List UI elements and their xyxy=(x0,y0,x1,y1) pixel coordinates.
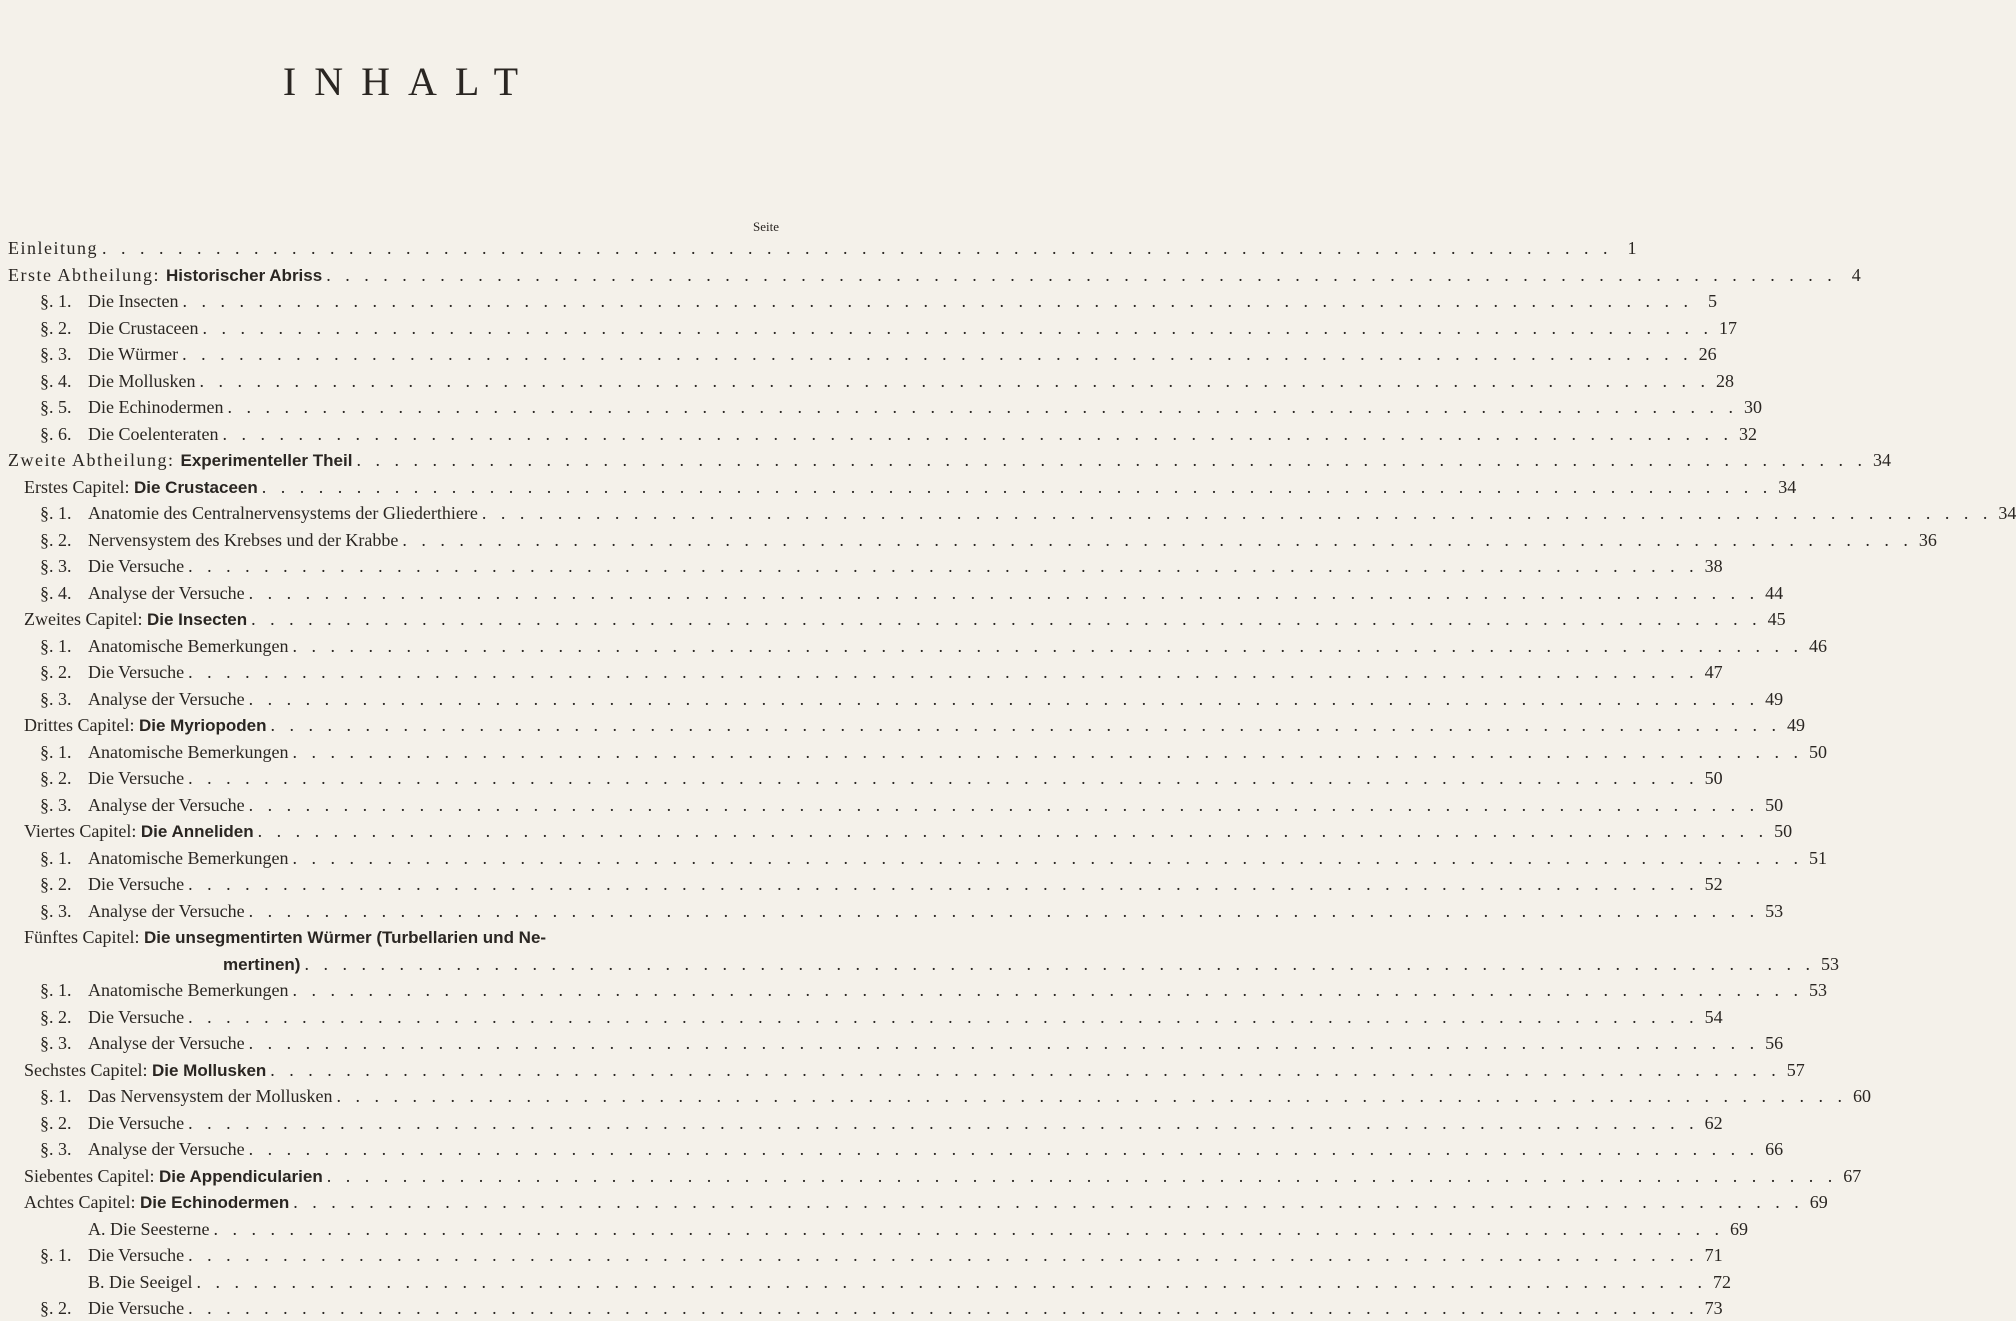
page-number: 51 xyxy=(1808,847,1827,868)
section-number: §. 2. xyxy=(40,529,72,550)
toc-entry-label xyxy=(40,898,245,924)
entry-text: Nervensystem des Krebses und der Krabbe xyxy=(88,529,399,550)
section-number: §. 2. xyxy=(40,1006,72,1027)
toc-entry xyxy=(0,765,1723,791)
toc-entry-label xyxy=(24,474,258,501)
entry-text: Siebentes Capitel: xyxy=(24,1165,159,1186)
toc-entry xyxy=(0,606,1786,632)
entry-bold-title: Die Myriopoden xyxy=(138,716,267,735)
toc-entry-label xyxy=(40,1083,332,1109)
leader-dots: . . . . . . . . . . . . . . . . . . . . . . . . . . . . . . . . . . . . . . . . . . . . . . . . . . . . . . . . . . . . . . . . . . . . . . . . . . . . . . . . xyxy=(196,1271,1707,1292)
section-number: §. 3. xyxy=(40,900,72,921)
section-number: §. 2. xyxy=(40,317,72,338)
leader-dots: . . . . . . . . . . . . . . . . . . . . . . . . . . . . . . . . . . . . . . . . . . . . . . . . . . . . . . . . . . . . . . . . . . . . . . . . . . . . . . . . xyxy=(188,1245,1699,1265)
entry-text: Analyse der Versuche xyxy=(88,1033,245,1053)
section-number: §. 3. xyxy=(40,556,72,576)
toc-entry xyxy=(0,394,1762,420)
entry-text: Einleitung xyxy=(8,238,98,258)
toc-entry-label xyxy=(24,606,247,633)
entry-bold-title: Die Insecten xyxy=(146,610,248,629)
leader-dots: . . . . . . . . . . . . . . . . . . . . . . . . . . . . . . . . . . . . . . . . . . . . . . . . . . . . . . . . . . . . . . . . . . . . . . . . . . . . . . . . xyxy=(248,794,1760,815)
entry-text: Achtes Capitel: xyxy=(24,1192,140,1212)
page-number: 50 xyxy=(1774,821,1793,841)
seite-column-label: Seite xyxy=(753,219,779,234)
section-number: §. 2. xyxy=(40,768,72,788)
page-number: 50 xyxy=(1704,768,1723,788)
page-number: 1 xyxy=(1627,238,1637,258)
page-number: 36 xyxy=(1918,529,1937,550)
leader-dots: . . . . . . . . . . . . . . . . . . . . . . . . . . . . . . . . . . . . . . . . . . . . . . . . . . . . . . . . . . . . . . . . . . . . . . . . . . . . . . . . xyxy=(257,821,1769,841)
toc-entry-label xyxy=(40,977,288,1003)
page-number: 71 xyxy=(1704,1245,1723,1265)
leader-dots: . . . . . . . . . . . . . . . . . . . . . . . . . . . . . . . . . . . . . . . . . . . . . . . . . . . . . . . . . . . . . . . . . . . . . . . . . . . . . . . . xyxy=(188,1112,1699,1133)
page-number: 66 xyxy=(1765,1139,1784,1159)
page-number: 26 xyxy=(1698,344,1717,364)
toc-entry-label xyxy=(88,1216,209,1242)
toc-entry xyxy=(0,1163,1862,1189)
toc-entry xyxy=(0,712,1805,738)
toc-entry-label xyxy=(40,659,184,685)
entry-text: Analyse der Versuche xyxy=(88,1139,245,1159)
toc-entry xyxy=(0,739,1827,765)
entry-text: Viertes Capitel: xyxy=(24,821,141,841)
leader-dots: . . . . . . . . . . . . . . . . . . . . . . . . . . . . . . . . . . . . . . . . . . . . . . . . . . . . . . . . . . . . . . . . . . . . . . . . . . . . . . . . xyxy=(248,582,1760,603)
toc-entry xyxy=(0,553,1723,579)
section-number: §. 2. xyxy=(40,1112,72,1133)
section-number: §. 1. xyxy=(40,1086,72,1106)
toc-entry-label xyxy=(40,1242,184,1268)
entry-text: Die Echinodermen xyxy=(88,397,224,417)
page-number: 60 xyxy=(1852,1086,1871,1106)
page-number: 53 xyxy=(1765,900,1784,921)
leader-dots: . . . . . . . . . . . . . . . . . . . . . . . . . . . . . . . . . . . . . . . . . . . . . . . . . . . . . . . . . . . . . . . . . . . . . . . . . . . . . . . . xyxy=(182,344,1693,364)
entry-bold-title: Die Crustaceen xyxy=(133,477,258,497)
entry-bold-title: Experimenteller Theil xyxy=(180,451,353,470)
page-number: 69 xyxy=(1729,1218,1748,1239)
section-number: §. 3. xyxy=(40,344,72,364)
page-number: 53 xyxy=(1808,980,1827,1000)
page-number: 67 xyxy=(1843,1165,1862,1186)
entry-text: Anatomie des Centralnervensystems der Gliederthiere xyxy=(88,503,478,523)
page-number: 56 xyxy=(1765,1033,1784,1053)
toc-entry xyxy=(0,871,1723,897)
section-number: §. 1. xyxy=(40,635,72,656)
toc-entry-label xyxy=(40,527,398,553)
toc-entry-label xyxy=(40,686,245,712)
entry-text: Analyse der Versuche xyxy=(88,794,245,815)
toc-entry-label xyxy=(24,1163,323,1190)
toc-entry xyxy=(0,686,1784,712)
toc-entry-label xyxy=(40,765,184,791)
entry-text: A. Die Seesterne xyxy=(88,1218,210,1239)
leader-dots: . . . . . . . . . . . . . . . . . . . . . . . . . . . . . . . . . . . . . . . . . . . . . . . . . . . . . . . . . . . . . . . . . . . . . . . . . . . . . . . . xyxy=(292,847,1803,868)
entry-text: Die Coelenteraten xyxy=(88,423,219,444)
toc-entry xyxy=(0,315,1737,341)
entry-bold-title: Die unsegmentirten Würmer (Turbellarien und Ne- xyxy=(144,928,547,947)
leader-dots: . . . . . . . . . . . . . . . . . . . . . . . . . . . . . . . . . . . . . . . . . . . . . . . . . . . . . . . . . . . . . . . . . . . . . . . . . . . . . . . . xyxy=(227,397,1738,417)
toc-entry xyxy=(0,792,1784,818)
toc-entry xyxy=(0,500,2016,526)
toc-entry-label xyxy=(40,633,288,659)
toc-entry xyxy=(0,1295,1723,1321)
section-number: §. 5. xyxy=(40,397,72,417)
leader-dots: . . . . . . . . . . . . . . . . . . . . . . . . . . . . . . . . . . . . . . . . . . . . . . . . . . . . . . . . . . . . . . . . . . . . . . . . . . . . . . . . xyxy=(248,900,1760,921)
entry-bold-title: Historischer Abriss xyxy=(165,265,323,285)
toc-entry xyxy=(0,1110,1723,1136)
toc-entry xyxy=(0,1269,1731,1295)
toc-entry xyxy=(0,951,1839,977)
leader-dots: . . . . . . . . . . . . . . . . . . . . . . . . . . . . . . . . . . . . . . . . . . . . . . . . . . . . . . . . . . . . . . . . . . . . . . . . . . . . . . . . xyxy=(199,370,1710,391)
leader-dots: . . . . . . . . . . . . . . . . . . . . . . . . . . . . . . . . . . . . . . . . . . . . . . . . . . . . . . . . . . . . . . . . . . . . . . . . . . . . . . . . xyxy=(248,688,1760,709)
entry-text: Anatomische Bemerkungen xyxy=(88,741,289,762)
toc-entry-label xyxy=(40,871,184,897)
toc-entry xyxy=(0,235,1637,261)
entry-text: Fünftes Capitel: xyxy=(24,927,144,947)
page-number: 5 xyxy=(1707,291,1717,311)
page-number: 49 xyxy=(1765,688,1784,709)
toc-entry xyxy=(0,977,1827,1003)
page-number: 30 xyxy=(1743,397,1762,417)
section-number: §. 6. xyxy=(40,423,72,444)
entry-text: Analyse der Versuche xyxy=(88,688,245,709)
entry-bold-title: Die Echinodermen xyxy=(139,1193,290,1212)
page-number: 32 xyxy=(1738,423,1757,444)
entry-text: Die Versuche xyxy=(88,874,185,894)
toc-entry-label xyxy=(40,580,245,606)
entry-bold-title: Die Mollusken xyxy=(151,1060,267,1080)
leader-dots: . . . . . . . . . . . . . . . . . . . . . . . . . . . . . . . . . . . . . . . . . . . . . . . . . . . . . . . . . . . . . . . . . . . . . . . . . . . . . . . . xyxy=(304,953,1815,974)
toc-entry xyxy=(0,288,1717,314)
page-number: 34 xyxy=(1998,503,2016,523)
entry-text: Analyse der Versuche xyxy=(88,582,245,603)
section-number: §. 1. xyxy=(40,291,72,311)
entry-text: Erstes Capitel: xyxy=(24,476,134,497)
page-number: 49 xyxy=(1787,715,1805,735)
entry-text: Die Versuche xyxy=(88,1298,185,1318)
entry-bold-title: Die Anneliden xyxy=(140,822,254,841)
leader-dots: . . . . . . . . . . . . . . . . . . . . . . . . . . . . . . . . . . . . . . . . . . . . . . . . . . . . . . . . . . . . . . . . . . . . . . . . . . . . . . . . xyxy=(261,476,1773,497)
toc-entry-label xyxy=(40,315,198,341)
entry-text: Zweites Capitel: xyxy=(24,609,147,629)
toc-entry xyxy=(0,421,1757,447)
leader-dots: . . . . . . . . . . . . . . . . . . . . . . . . . . . . . . . . . . . . . . . . . . . . . . . . . . . . . . . . . . . . . . . . . . . . . . . . . . . . . . . . xyxy=(292,741,1803,762)
entry-text: Anatomische Bemerkungen xyxy=(88,847,289,868)
leader-dots: . . . . . . . . . . . . . . . . . . . . . . . . . . . . . . . . . . . . . . . . . . . . . . . . . . . . . . . . . . . . . . . . . . . . . . . . . . . . . . . . xyxy=(402,529,1913,550)
leader-dots: . . . . . . . . . . . . . . . . . . . . . . . . . . . . . . . . . . . . . . . . . . . . . . . . . . . . . . . . . . . . . . . . . . . . . . . . . . . . . . . . xyxy=(188,1298,1699,1318)
entry-bold-title: Die Appendicularien xyxy=(158,1166,323,1186)
toc-entry xyxy=(0,1057,1805,1083)
leader-dots: . . . . . . . . . . . . . . . . . . . . . . . . . . . . . . . . . . . . . . . . . . . . . . . . . . . . . . . . . . . . . . . . . . . . . . . . . . . . . . . . xyxy=(202,317,1713,338)
toc-entry xyxy=(0,818,1793,844)
toc-entry xyxy=(0,1083,1871,1109)
toc-entry-label xyxy=(88,1269,192,1295)
page-number: 45 xyxy=(1767,609,1786,629)
toc-entry-label xyxy=(24,924,546,951)
leader-dots: . . . . . . . . . . . . . . . . . . . . . . . . . . . . . . . . . . . . . . . . . . . . . . . . . . . . . . . . . . . . . . . . . . . . . . . . . . . . . . . . xyxy=(102,238,1613,258)
entry-text: Die Versuche xyxy=(88,662,185,682)
leader-dots: . . . . . . . . . . . . . . . . . . . . . . . . . . . . . . . . . . . . . . . . . . . . . . . . . . . . . . . . . . . . . . . . . . . . . . . . . . . . . . . . xyxy=(326,1165,1838,1186)
toc-entry-label xyxy=(40,1295,184,1321)
leader-dots: . . . . . . . . . . . . . . . . . . . . . . . . . . . . . . . . . . . . . . . . . . . . . . . . . . . . . . . . . . . . . . . . . . . . . . . . . . . . . . . . xyxy=(188,874,1699,894)
toc-entry-label xyxy=(8,447,352,474)
leader-dots: . . . . . . . . . . . . . . . . . . . . . . . . . . . . . . . . . . . . . . . . . . . . . . . . . . . . . . . . . . . . . . . . . . . . . . . . . . . . . . . . xyxy=(356,450,1867,470)
page-number: 50 xyxy=(1765,794,1784,815)
leader-dots: . . . . . . . . . . . . . . . . . . . . . . . . . . . . . . . . . . . . . . . . . . . . . . . . . . . . . . . . . . . . . . . . . . . . . . . . . . . . . . . . xyxy=(336,1086,1847,1106)
section-number: §. 3. xyxy=(40,688,72,709)
entry-text: Drittes Capitel: xyxy=(24,715,139,735)
toc-entry xyxy=(0,845,1827,871)
leader-dots: . . . . . . . . . . . . . . . . . . . . . . . . . . . . . . . . . . . . . . . . . . . . . . . . . . . . . . . . . . . . . . . . . . . . . . . . . . . . . . . . xyxy=(293,1192,1804,1212)
page-number: 72 xyxy=(1712,1271,1731,1292)
toc-entry-label xyxy=(8,262,322,289)
toc-entry xyxy=(0,447,1891,473)
toc-entry xyxy=(0,1136,1784,1162)
leader-dots: . . . . . . . . . . . . . . . . . . . . . . . . . . . . . . . . . . . . . . . . . . . . . . . . . . . . . . . . . . . . . . . . . . . . . . . . . . . . . . . . xyxy=(270,1059,1781,1080)
toc-entry-label xyxy=(40,1110,184,1136)
section-number: §. 4. xyxy=(40,370,72,391)
toc-entry xyxy=(0,580,1784,606)
page-number: 34 xyxy=(1778,476,1797,497)
entry-text: Die Versuche xyxy=(88,1245,185,1265)
section-number: §. 2. xyxy=(40,662,72,682)
toc-entry-label xyxy=(8,235,98,261)
toc-entry-label xyxy=(40,1136,245,1162)
entry-bold-title: mertinen) xyxy=(223,954,301,974)
toc-entry xyxy=(0,262,1861,288)
page-number: 47 xyxy=(1704,662,1723,682)
page-number: 4 xyxy=(1851,264,1861,285)
entry-text: Das Nervensystem der Mollusken xyxy=(88,1086,333,1106)
toc-entry xyxy=(0,659,1723,685)
leader-dots: . . . . . . . . . . . . . . . . . . . . . . . . . . . . . . . . . . . . . . . . . . . . . . . . . . . . . . . . . . . . . . . . . . . . . . . . . . . . . . . . xyxy=(188,1006,1699,1027)
section-number: §. 3. xyxy=(40,1139,72,1159)
page-number: 17 xyxy=(1718,317,1737,338)
toc-entry-label xyxy=(40,500,478,526)
page-number: 46 xyxy=(1808,635,1827,656)
section-number: §. 1. xyxy=(40,980,72,1000)
leader-dots: . . . . . . . . . . . . . . . . . . . . . . . . . . . . . . . . . . . . . . . . . . . . . . . . . . . . . . . . . . . . . . . . . . . . . . . . . . . . . . . . xyxy=(182,291,1693,311)
toc-entry xyxy=(0,898,1784,924)
leader-dots: . . . . . . . . . . . . . . . . . . . . . . . . . . . . . . . . . . . . . . . . . . . . . . . . . . . . . . . . . . . . . . . . . . . . . . . . . . . . . . . . xyxy=(188,768,1699,788)
section-number: §. 1. xyxy=(40,503,72,523)
toc-entry xyxy=(0,1189,1828,1215)
page-number: 57 xyxy=(1786,1059,1805,1080)
entry-text: Anatomische Bemerkungen xyxy=(88,980,289,1000)
page-number: 53 xyxy=(1820,953,1839,974)
section-number: §. 3. xyxy=(40,794,72,815)
entry-text: Die Versuche xyxy=(88,1006,185,1027)
leader-dots: . . . . . . . . . . . . . . . . . . . . . . . . . . . . . . . . . . . . . . . . . . . . . . . . . . . . . . . . . . . . . . . . . . . . . . . . . . . . . . . . xyxy=(251,609,1762,629)
leader-dots: . . . . . . . . . . . . . . . . . . . . . . . . . . . . . . . . . . . . . . . . . . . . . . . . . . . . . . . . . . . . . . . . . . . . . . . . . . . . . . . . xyxy=(481,503,1993,523)
toc-entry xyxy=(0,633,1827,659)
entry-text: Die Versuche xyxy=(88,1112,185,1133)
toc-entry-label xyxy=(40,368,196,394)
entry-text: Sechstes Capitel: xyxy=(24,1059,152,1080)
entry-text: Die Versuche xyxy=(88,556,185,576)
toc-entry-label xyxy=(24,1057,266,1084)
toc-entry xyxy=(0,1242,1723,1268)
page-number: 62 xyxy=(1704,1112,1723,1133)
toc-entry-label xyxy=(24,818,254,845)
toc-entry xyxy=(0,341,1717,367)
leader-dots: . . . . . . . . . . . . . . . . . . . . . . . . . . . . . . . . . . . . . . . . . . . . . . . . . . . . . . . . . . . . . . . . . . . . . . . . . . . . . . . . xyxy=(270,715,1781,735)
entry-text: Analyse der Versuche xyxy=(88,900,245,921)
page-number: 34 xyxy=(1872,450,1891,470)
page-number: 38 xyxy=(1704,556,1723,576)
section-number: §. 1. xyxy=(40,1245,72,1265)
toc-entry-label xyxy=(40,792,245,818)
leader-dots: . . . . . . . . . . . . . . . . . . . . . . . . . . . . . . . . . . . . . . . . . . . . . . . . . . . . . . . . . . . . . . . . . . . . . . . . . . . . . . . . xyxy=(248,1139,1760,1159)
toc-entry xyxy=(0,1030,1784,1056)
leader-dots: . . . . . . . . . . . . . . . . . . . . . . . . . . . . . . . . . . . . . . . . . . . . . . . . . . . . . . . . . . . . . . . . . . . . . . . . . . . . . . . . xyxy=(188,556,1699,576)
page-number: 28 xyxy=(1716,370,1734,391)
entry-text: Anatomische Bemerkungen xyxy=(88,635,289,656)
leader-dots: . . . . . . . . . . . . . . . . . . . . . . . . . . . . . . . . . . . . . . . . . . . . . . . . . . . . . . . . . . . . . . . . . . . . . . . . . . . . . . . . xyxy=(188,662,1699,682)
toc-entry xyxy=(0,527,1937,553)
toc-entry xyxy=(0,1216,1748,1242)
toc-entry xyxy=(0,1004,1723,1030)
entry-text: Die Mollusken xyxy=(88,370,196,391)
page-number: 52 xyxy=(1704,874,1723,894)
section-number: §. 2. xyxy=(40,1298,72,1318)
entry-text: Die Versuche xyxy=(88,768,185,788)
section-number: §. 1. xyxy=(40,741,72,762)
section-number: §. 2. xyxy=(40,874,72,894)
toc-entry-label xyxy=(24,712,267,739)
entry-text: Die Würmer xyxy=(88,344,179,364)
section-number: §. 4. xyxy=(40,582,72,603)
leader-dots: . . . . . . . . . . . . . . . . . . . . . . . . . . . . . . . . . . . . . . . . . . . . . . . . . . . . . . . . . . . . . . . . . . . . . . . . . . . . . . . . xyxy=(248,1033,1760,1053)
toc-entry xyxy=(0,474,1797,500)
entry-text: Erste Abtheilung: xyxy=(8,264,166,285)
entry-text: Zweite Abtheilung: xyxy=(8,450,181,470)
page-number: 44 xyxy=(1765,582,1784,603)
page-number: 50 xyxy=(1808,741,1827,762)
toc-entry-label xyxy=(223,951,300,978)
toc-entry-label xyxy=(40,1004,184,1030)
page-number: 54 xyxy=(1704,1006,1723,1027)
toc-entry-label xyxy=(40,341,178,367)
leader-dots: . . . . . . . . . . . . . . . . . . . . . . . . . . . . . . . . . . . . . . . . . . . . . . . . . . . . . . . . . . . . . . . . . . . . . . . . . . . . . . . . xyxy=(292,980,1803,1000)
leader-dots: . . . . . . . . . . . . . . . . . . . . . . . . . . . . . . . . . . . . . . . . . . . . . . . . . . . . . . . . . . . . . . . . . . . . . . . . . . . . . . . . xyxy=(222,423,1733,444)
leader-dots: . . . . . . . . . . . . . . . . . . . . . . . . . . . . . . . . . . . . . . . . . . . . . . . . . . . . . . . . . . . . . . . . . . . . . . . . . . . . . . . . xyxy=(292,635,1803,656)
page-title: INHALT xyxy=(282,59,537,104)
entry-text: B. Die Seeigel xyxy=(88,1271,193,1292)
toc-entry-label xyxy=(40,288,178,314)
toc-entry xyxy=(0,368,1734,394)
entry-text: Die Crustaceen xyxy=(88,317,199,338)
toc-entry-label xyxy=(40,421,218,447)
leader-dots: . . . . . . . . . . . . . . . . . . . . . . . . . . . . . . . . . . . . . . . . . . . . . . . . . . . . . . . . . . . . . . . . . . . . . . . . . . . . . . . . xyxy=(213,1218,1724,1239)
section-number: §. 1. xyxy=(40,847,72,868)
toc-entry-label xyxy=(40,553,184,579)
page-number: 69 xyxy=(1809,1192,1828,1212)
entry-text: Die Insecten xyxy=(88,291,179,311)
toc-entry xyxy=(0,924,801,950)
page-number: 73 xyxy=(1704,1298,1723,1318)
toc-entry-label xyxy=(40,739,288,765)
toc-entry-label xyxy=(40,1030,245,1056)
leader-dots: . . . . . . . . . . . . . . . . . . . . . . . . . . . . . . . . . . . . . . . . . . . . . . . . . . . . . . . . . . . . . . . . . . . . . . . . . . . . . . . . xyxy=(326,264,1837,285)
section-number: §. 3. xyxy=(40,1033,72,1053)
toc-entry-label xyxy=(40,394,223,420)
toc-entry-label xyxy=(40,845,288,871)
toc-entry-label xyxy=(24,1189,289,1216)
